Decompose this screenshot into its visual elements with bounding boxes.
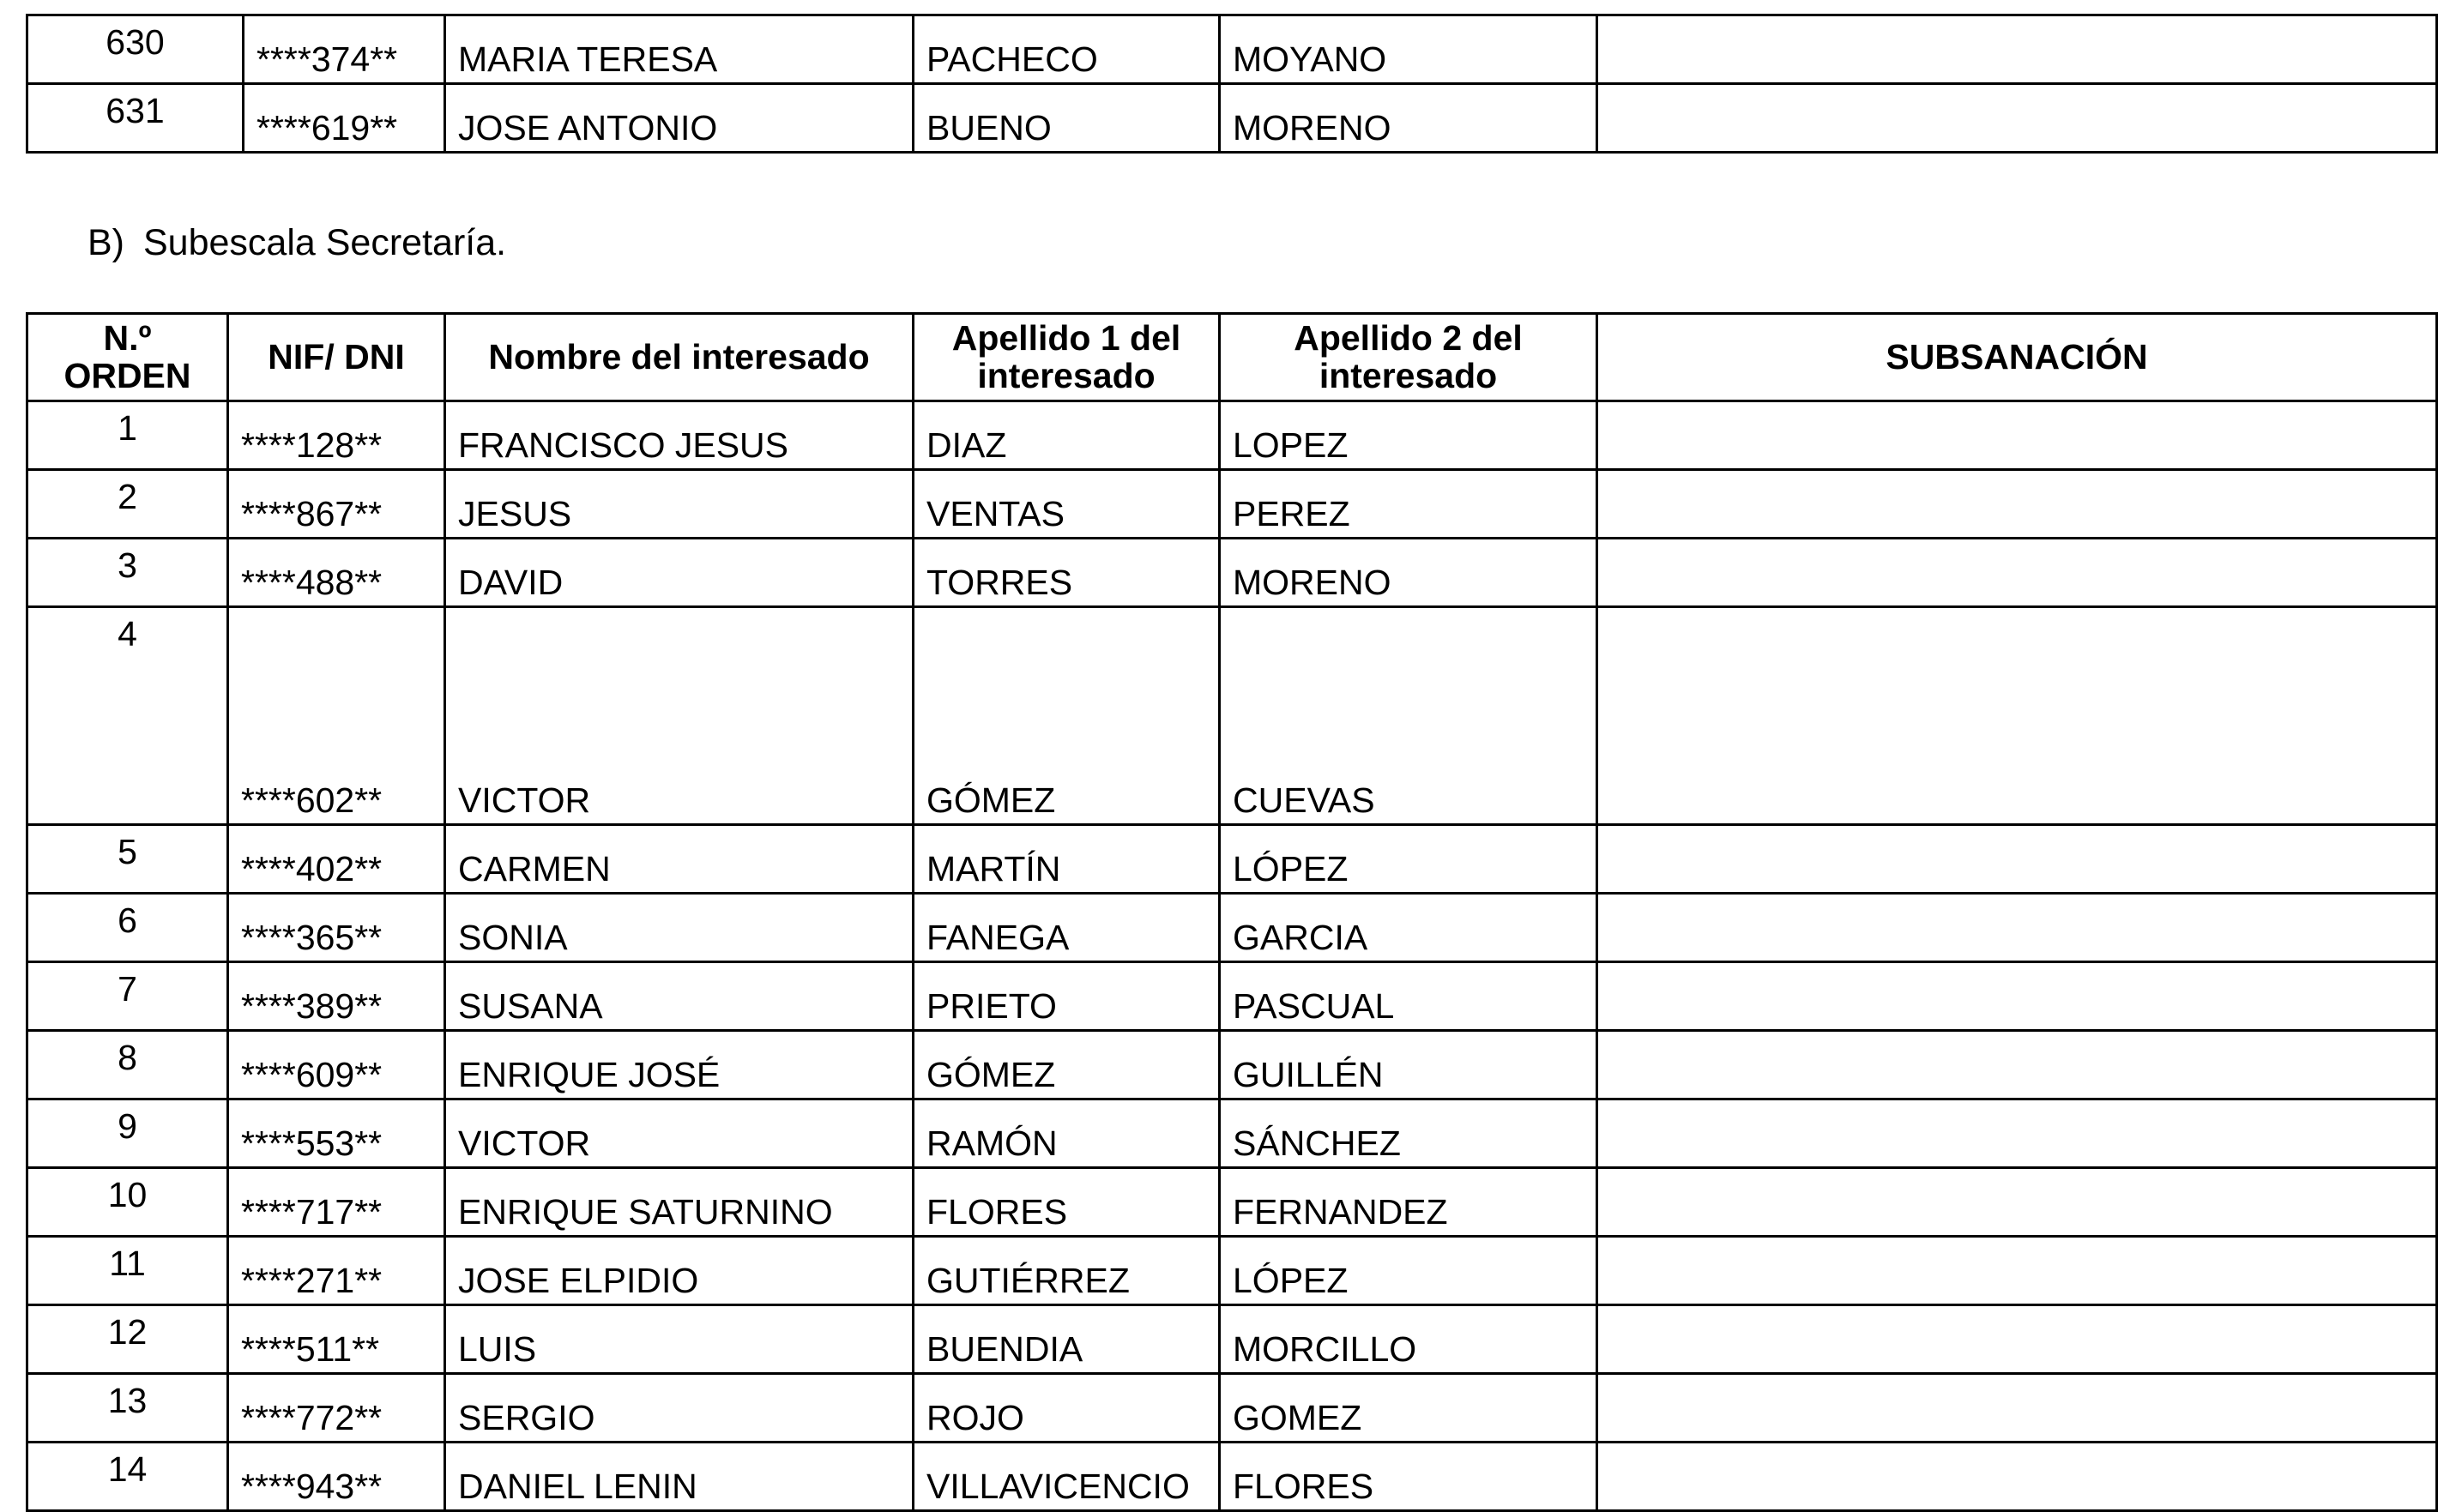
cell-apellido1: TORRES [914, 539, 1220, 607]
cell-subsanacion [1597, 84, 2437, 153]
cell-n-orden: 631 [27, 84, 244, 153]
cell-n-orden: 4 [27, 607, 228, 825]
cell-nif: ****389** [228, 962, 445, 1031]
section-title: Subescala Secretaría. [143, 222, 507, 263]
cell-nif: ****374** [244, 15, 445, 84]
cell-subsanacion [1597, 470, 2437, 539]
cell-subsanacion [1597, 1237, 2437, 1305]
table-row [27, 825, 2437, 894]
table-row [27, 539, 2437, 607]
cell-nif: ****619** [244, 84, 445, 153]
cell-n-orden: 630 [27, 15, 244, 84]
cell-subsanacion [1597, 607, 2437, 825]
cell-nombre: CARMEN [445, 825, 914, 894]
cell-nif: ****488** [228, 539, 445, 607]
cell-apellido2: LÓPEZ [1220, 1237, 1597, 1305]
header-subsanacion: SUBSANACIÓN [1597, 314, 2437, 401]
secretaria-table [26, 312, 2438, 1512]
cell-subsanacion [1597, 1443, 2437, 1511]
cell-apellido1: GÓMEZ [914, 1031, 1220, 1099]
cell-nombre: VICTOR [445, 607, 914, 825]
cell-subsanacion [1597, 1374, 2437, 1443]
table-row [27, 607, 2437, 825]
cell-apellido1: FANEGA [914, 894, 1220, 962]
cell-n-orden: 14 [27, 1443, 228, 1511]
cell-nombre: DANIEL LENIN [445, 1443, 914, 1511]
cell-n-orden: 8 [27, 1031, 228, 1099]
cell-nif: ****867** [228, 470, 445, 539]
cell-nombre: JESUS [445, 470, 914, 539]
table-row [27, 894, 2437, 962]
cell-nif: ****128** [228, 401, 445, 470]
cell-nombre: DAVID [445, 539, 914, 607]
cell-apellido1: MARTÍN [914, 825, 1220, 894]
cell-subsanacion [1597, 1099, 2437, 1168]
cell-apellido1: VILLAVICENCIO [914, 1443, 1220, 1511]
cell-n-orden: 5 [27, 825, 228, 894]
cell-nif: ****553** [228, 1099, 445, 1168]
table-row [27, 84, 2437, 153]
header-n-orden-line1: N.º [103, 318, 152, 358]
cell-subsanacion [1597, 539, 2437, 607]
cell-nombre: SUSANA [445, 962, 914, 1031]
header-nombre: Nombre del interesado [445, 314, 914, 401]
cell-nif: ****943** [228, 1443, 445, 1511]
cell-subsanacion [1597, 15, 2437, 84]
cell-n-orden: 3 [27, 539, 228, 607]
cell-n-orden: 13 [27, 1374, 228, 1443]
cell-n-orden: 1 [27, 401, 228, 470]
cell-apellido2: MORENO [1220, 84, 1597, 153]
header-n-orden [27, 314, 228, 401]
cell-apellido2: FLORES [1220, 1443, 1597, 1511]
cell-nombre: SONIA [445, 894, 914, 962]
header-n-orden-line2: ORDEN [63, 355, 191, 395]
table-row [27, 1443, 2437, 1511]
table-row [27, 1099, 2437, 1168]
cell-apellido2: MOYANO [1220, 15, 1597, 84]
cell-apellido2: LÓPEZ [1220, 825, 1597, 894]
cell-nombre: MARIA TERESA [445, 15, 914, 84]
cell-subsanacion [1597, 1305, 2437, 1374]
cell-apellido1: BUENO [914, 84, 1220, 153]
cell-n-orden: 6 [27, 894, 228, 962]
previous-list-table [26, 14, 2438, 154]
table-row [27, 15, 2437, 84]
table-row [27, 1168, 2437, 1237]
cell-n-orden: 10 [27, 1168, 228, 1237]
cell-nombre: LUIS [445, 1305, 914, 1374]
cell-apellido1: PRIETO [914, 962, 1220, 1031]
cell-nombre: JOSE ANTONIO [445, 84, 914, 153]
header-nif: NIF/ DNI [228, 314, 445, 401]
cell-subsanacion [1597, 894, 2437, 962]
cell-nombre: ENRIQUE SATURNINO [445, 1168, 914, 1237]
cell-n-orden: 9 [27, 1099, 228, 1168]
cell-nif: ****609** [228, 1031, 445, 1099]
table-row [27, 1237, 2437, 1305]
cell-apellido2: GOMEZ [1220, 1374, 1597, 1443]
cell-subsanacion [1597, 962, 2437, 1031]
section-heading [88, 222, 507, 263]
cell-nombre: JOSE ELPIDIO [445, 1237, 914, 1305]
cell-apellido1: RAMÓN [914, 1099, 1220, 1168]
cell-nif: ****511** [228, 1305, 445, 1374]
cell-n-orden: 2 [27, 470, 228, 539]
cell-apellido1: BUENDIA [914, 1305, 1220, 1374]
cell-nif: ****365** [228, 894, 445, 962]
cell-apellido2: MORENO [1220, 539, 1597, 607]
cell-subsanacion [1597, 825, 2437, 894]
cell-n-orden: 11 [27, 1237, 228, 1305]
cell-subsanacion [1597, 1168, 2437, 1237]
table-row [27, 1031, 2437, 1099]
header-row [27, 314, 2437, 401]
cell-nif: ****402** [228, 825, 445, 894]
table-row [27, 1305, 2437, 1374]
table-row [27, 962, 2437, 1031]
cell-apellido1: DIAZ [914, 401, 1220, 470]
cell-apellido2: SÁNCHEZ [1220, 1099, 1597, 1168]
cell-subsanacion [1597, 401, 2437, 470]
cell-apellido2: PEREZ [1220, 470, 1597, 539]
cell-apellido2: PASCUAL [1220, 962, 1597, 1031]
cell-apellido2: LOPEZ [1220, 401, 1597, 470]
header-apellido1: Apellido 1 del interesado [914, 314, 1220, 401]
cell-apellido2: MORCILLO [1220, 1305, 1597, 1374]
cell-nombre: ENRIQUE JOSÉ [445, 1031, 914, 1099]
cell-apellido2: FERNANDEZ [1220, 1168, 1597, 1237]
header-apellido2: Apellido 2 del interesado [1220, 314, 1597, 401]
cell-nombre: SERGIO [445, 1374, 914, 1443]
cell-apellido1: FLORES [914, 1168, 1220, 1237]
cell-n-orden: 7 [27, 962, 228, 1031]
cell-apellido2: CUEVAS [1220, 607, 1597, 825]
table-row [27, 401, 2437, 470]
cell-apellido1: VENTAS [914, 470, 1220, 539]
cell-apellido1: GUTIÉRREZ [914, 1237, 1220, 1305]
cell-subsanacion [1597, 1031, 2437, 1099]
cell-apellido1: PACHECO [914, 15, 1220, 84]
cell-nif: ****717** [228, 1168, 445, 1237]
table-row [27, 470, 2437, 539]
cell-apellido2: GARCIA [1220, 894, 1597, 962]
cell-apellido1: ROJO [914, 1374, 1220, 1443]
cell-nombre: VICTOR [445, 1099, 914, 1168]
cell-apellido2: GUILLÉN [1220, 1031, 1597, 1099]
table-row [27, 1374, 2437, 1443]
cell-nif: ****271** [228, 1237, 445, 1305]
cell-nif: ****602** [228, 607, 445, 825]
cell-nif: ****772** [228, 1374, 445, 1443]
cell-n-orden: 12 [27, 1305, 228, 1374]
cell-apellido1: GÓMEZ [914, 607, 1220, 825]
cell-nombre: FRANCISCO JESUS [445, 401, 914, 470]
section-letter: B) [88, 222, 124, 263]
